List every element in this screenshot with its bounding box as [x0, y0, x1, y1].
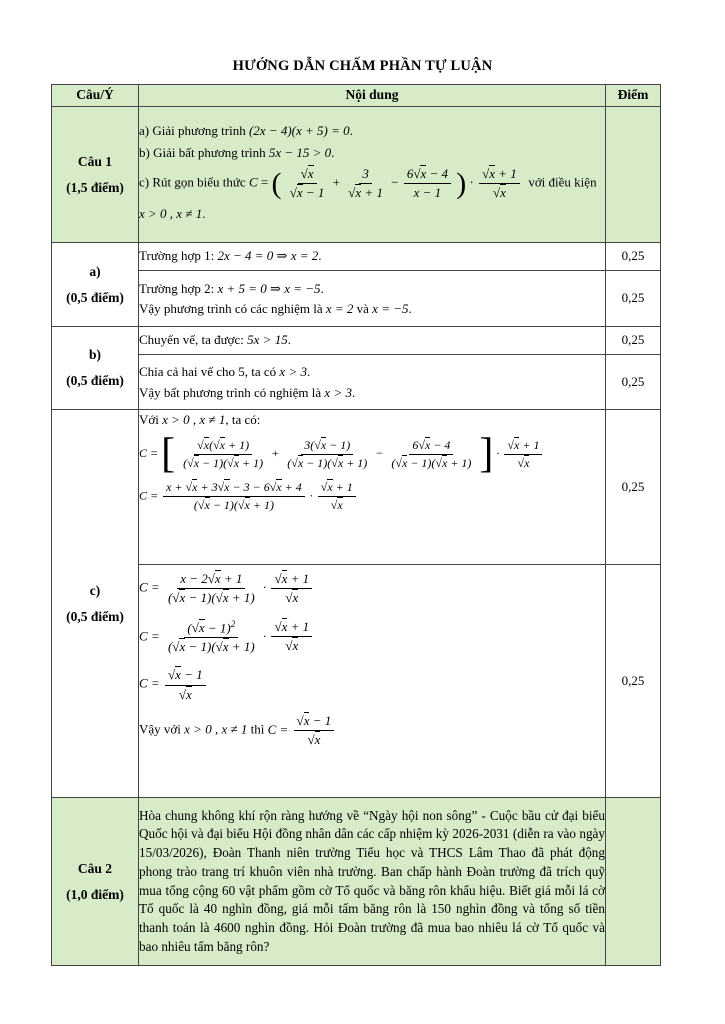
part-c-formula-4: C = $\frac{(√ x - 1)^2}{(√ x - 1)(√ x + 1)}$ · √ x + 1 √ x	[139, 619, 605, 656]
cau1-content: a) Giải phương trình (2x − 4)(x + 5) = 0. b) Giải bất phương trình 5x − 15 > 0. c) Rút gọn biểu thức C = ( √ x √ x − 1 + 3 √ x + 1 − $\frac{6√ x - 4}{x - 1}$ ) · √ x + 1 √ x với điều kiện x > 0 , x ≠ 1.	[139, 107, 606, 243]
part-c-final-text: Vậy với	[139, 721, 181, 737]
header-cau: Câu/Ý	[52, 85, 139, 107]
part-a-line2-text: Trường hợp 2:	[139, 280, 215, 296]
part-b-score2: 0,25	[606, 355, 661, 410]
part-b-line2-expr: x > 3	[279, 364, 307, 380]
table-row: a) (0,5 điểm) Trường hợp 1: 2x − 4 = 0 ⇒ x = 2. 0,25	[52, 243, 661, 271]
part-b-score1: 0,25	[606, 327, 661, 355]
cau1-c-cond-text: với điều kiện	[528, 174, 597, 190]
table-row	[52, 410, 661, 565]
part-a-line1-text: Trường hợp 1:	[139, 248, 215, 264]
part-a-x2: x = −5	[372, 301, 409, 316]
part-c-final-then: thì	[250, 721, 265, 737]
part-b-line1-text: Chuyển vế, ta được:	[139, 332, 244, 348]
cau2-text: Hòa chung không khí rộn ràng hướng về “Ngày hội non sông” - Cuộc bầu cử đại biểu Quốc hội và đại biểu Hội đồng nhân dân các cấp nhiệm kỳ 2026-2031 (diễn ra vào ngày 15/03/2026), Đoàn Thanh niên trường Tiểu học và THCS Lâm Thao đã phát động phong trào trang trí khuôn viên nhà trường. Ban chấp hành Đoàn trường đã trích quỹ mua tổng cộng 60 vật phẩm gồm cờ Tổ quốc và băng rôn khẩu hiệu. Biết giá mỗi lá cờ Tổ quốc là 40 nghìn đồng, giá mỗi tấm băng rôn là 150 nghìn đồng và tổng số tiền thanh toán là 4600 nghìn đồng. Hỏi Đoàn trường đã mua bao nhiêu lá cờ Tổ quốc và bao nhiêu tấm băng rôn?	[139, 798, 606, 966]
table-row	[52, 107, 661, 243]
part-c-final-cond: x > 0 , x ≠ 1	[184, 721, 248, 737]
part-b-label: b)	[88, 347, 101, 363]
table-row	[52, 565, 661, 798]
part-a-score2: 0,25	[606, 271, 661, 327]
part-a-label: a)	[89, 263, 101, 279]
part-a-label-cell	[52, 243, 139, 327]
cau1-b-text: b) Giải bất phương trình	[139, 144, 266, 160]
part-c-points: (0,5 điểm)	[66, 608, 124, 624]
part-b-points: (0,5 điểm)	[66, 373, 124, 388]
part-c-intro-cond: x > 0 , x ≠ 1	[162, 412, 226, 427]
cau2-label-cell	[52, 798, 139, 966]
part-c-formula-5: C = √ x − 1 √ x	[139, 667, 605, 703]
cau1-c-text: c) Rút gọn biểu thức	[139, 174, 246, 190]
part-b-label-cell	[52, 327, 139, 410]
part-a-line2-expr: x + 5 = 0 ⇒ x = −5	[217, 280, 321, 296]
part-a-and: và	[356, 301, 369, 316]
table-row: b) (0,5 điểm) Chuyển vế, ta được: 5x > 15. 0,25	[52, 327, 661, 355]
part-a-points: (0,5 điểm)	[66, 289, 124, 305]
part-a-x1: x = 2	[325, 301, 354, 316]
cau1-a-expr: (2x − 4)(x + 5) = 0	[248, 123, 350, 139]
table-header	[52, 85, 661, 107]
part-c-label-cell	[52, 410, 139, 798]
table-row: Trường hợp 2: x + 5 = 0 ⇒ x = −5. Vậy phương trình có các nghiệm là x = 2 và x = −5. 0,25	[52, 271, 661, 327]
part-c-intro-tail: , ta có:	[225, 412, 261, 427]
part-a-line3-text: Vậy phương trình có các nghiệm là	[139, 301, 323, 316]
table-row: Chia cả hai vế cho 5, ta có x > 3. Vậy bất phương trình có nghiệm là x > 3. 0,25	[52, 355, 661, 410]
part-a-score1: 0,25	[606, 243, 661, 271]
grading-table	[51, 84, 661, 966]
part-c-formula-1: C = [ √ $\frac{x(√ x + 1)}{(√ x - 1)(√ x + 1)}$ + $\frac{3(√ x - 1)}{(√ x - 1)(√ x + 1)}$ − $\frac{6√ x - 4}{(√ x - 1)(√ x + 1)}$ ] · √ x + 1 √ x	[139, 433, 605, 475]
part-b-line3-text: Vậy bất phương trình có nghiệm là	[139, 384, 322, 400]
part-c-score2: 0,25	[606, 565, 661, 798]
part-c-label: c)	[89, 582, 101, 598]
table-row	[52, 798, 661, 966]
part-c-formula-3: C = $\frac{x - 2√ x + 1}{(√ x - 1)(√ x + 1)}$ · √ x + 1 √ x	[139, 571, 605, 607]
part-c-conclusion: Vậy với x > 0 , x ≠ 1 thì C = √ x − 1 √ x	[139, 713, 605, 749]
cau1-b-expr: 5x − 15 > 0	[268, 144, 332, 160]
part-b-line1-expr: 5x > 15	[247, 332, 288, 348]
part-c-intro-text: Với	[139, 412, 159, 427]
cau2-points: (1,0 điểm)	[66, 886, 124, 902]
part-b-line3-expr: x > 3	[324, 384, 352, 400]
part-c-formula-2: C = $\frac{x + √ x + 3√ x - 3 - 6√ x + 4}{(√ x - 1)(√ x + 1)}$ · √ x + 1 √ x	[139, 480, 605, 513]
cau1-a-text: a) Giải phương trình	[139, 123, 246, 139]
cau1-label-cell	[52, 107, 139, 243]
cau1-label: Câu 1	[77, 153, 113, 169]
part-b-line2-text: Chia cả hai vế cho 5, ta có	[139, 364, 277, 380]
header-diem: Điểm	[606, 85, 661, 107]
part-c-score1: 0,25	[606, 410, 661, 565]
page-title: HƯỚNG DẪN CHẤM PHẦN TỰ LUẬN	[232, 58, 493, 74]
cau2-label: Câu 2	[77, 860, 113, 876]
cau1-points: (1,5 điểm)	[66, 179, 124, 195]
cau1-c-formula: c) Rút gọn biểu thức C = ( √ x √ x − 1 + 3 √ x + 1 − $\frac{6√ x - 4}{x - 1}$ ) · √ x + 1 √ x với điều kiện	[139, 166, 605, 202]
cau1-c-cond: x > 0 , x ≠ 1	[139, 206, 203, 222]
cau2-score-cell	[606, 798, 661, 966]
cau1-score-cell	[606, 107, 661, 243]
header-noi-dung: Nội dung	[139, 85, 606, 107]
part-a-line1-expr: 2x − 4 = 0 ⇒ x = 2	[217, 248, 319, 264]
